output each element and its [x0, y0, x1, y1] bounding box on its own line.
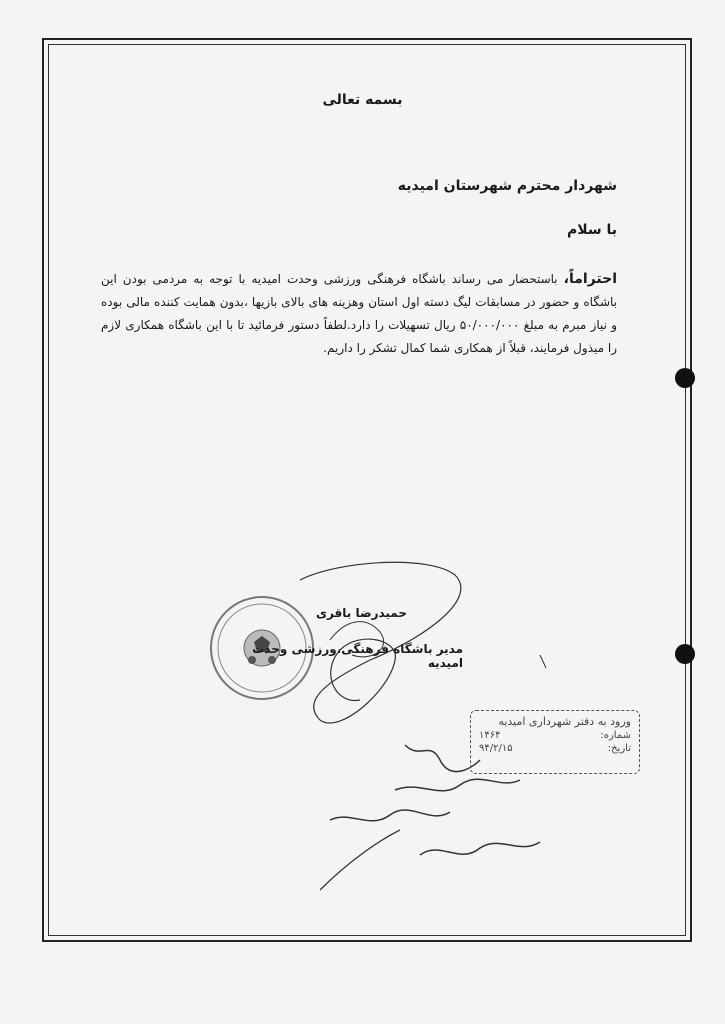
punch-hole-bottom — [675, 644, 695, 664]
receipt-date-label: تاریخ: — [607, 743, 631, 754]
receipt-number-label: شماره: — [600, 730, 631, 741]
signatory-name: حمیدرضا باقری — [315, 606, 407, 620]
receipt-number-value: ۱۴۶۴ — [479, 730, 501, 741]
body-text: باستحضار می رساند باشگاه فرهنگی ورزشی وحدت امیدیه با توجه به مردمی بودن این باشگاه و حضور در مسابقات لیگ دسته اول استان وهزینه های بالای بازیها ،بدون همایت کننده مالی بوده و نیاز مبرم به مبلغ ۵۰/۰۰۰/۰۰۰ ریال تسهیلات را دارد.لطفاً دستور فرمائید تا با این باشگاه همکاری لازم را میذول فرمایند، قبلاً از همکاری شما کمال تشکر را داریم. — [101, 272, 617, 355]
basmala-heading: بسمه تعالی — [322, 92, 403, 108]
greeting: با سلام — [566, 222, 617, 238]
addressee: شهردار محترم شهرستان امیدیه — [397, 178, 617, 194]
receipt-date-value: ۹۴/۲/۱۵ — [479, 743, 513, 754]
punch-hole-top — [675, 368, 695, 388]
receipt-stamp — [470, 710, 640, 774]
signatory-title: مدیر باشگاه فرهنگی،ورزشی وحدت امیدیه — [252, 642, 463, 670]
receipt-stamp-title: ورود به دفتر شهرداری امیدیه — [498, 715, 631, 728]
salutation: احتراماً، — [563, 271, 617, 287]
